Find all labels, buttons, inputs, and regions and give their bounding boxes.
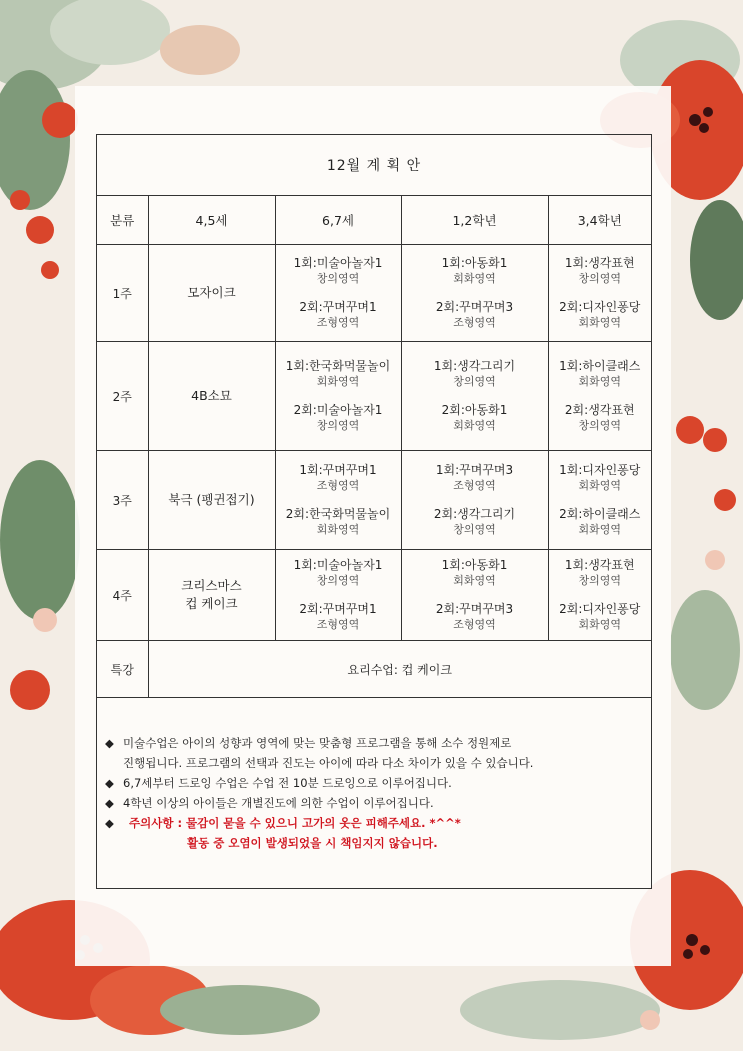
session-name: 2회:꾸며꾸며3 <box>435 300 514 314</box>
warning-text-1: 주의사항 : 물감이 묻을 수 있으니 고가의 옷은 피해주세요. *^^* <box>129 816 461 830</box>
session-area: 창의영역 <box>578 574 621 587</box>
spacer <box>549 389 652 403</box>
bullet-icon: ◆ <box>105 816 114 830</box>
session-name: 1회:꾸며꾸며1 <box>299 463 377 477</box>
session-name: 2회:생각그리기 <box>433 507 516 521</box>
note-1 <box>105 733 645 753</box>
session-area: 회화영역 <box>578 479 621 492</box>
session-area: 조형영역 <box>453 316 496 329</box>
header-age-6-7: 6,7세 <box>275 196 401 245</box>
session-name: 2회:꾸며꾸며1 <box>299 602 377 616</box>
special-label: 특강 <box>97 641 148 698</box>
spacer <box>276 493 401 507</box>
cell-grade-3-4 <box>548 342 651 451</box>
spacer <box>549 493 652 507</box>
bullet-icon: ◆ <box>105 776 114 790</box>
cell-grade-1-2 <box>401 550 548 641</box>
age-4-5-activity <box>148 342 275 451</box>
session-area: 회화영역 <box>578 375 621 388</box>
activity-name: 크리스마스 <box>181 578 242 593</box>
plan-frame <box>96 134 652 889</box>
week-row <box>97 342 651 451</box>
cell-grade-3-4 <box>548 451 651 550</box>
session-name: 1회:하이클래스 <box>559 359 641 373</box>
session-name: 2회:한국화먹물놀이 <box>285 507 391 521</box>
age-4-5-activity <box>148 245 275 342</box>
session-area: 조형영역 <box>316 316 360 329</box>
week-row <box>97 245 651 342</box>
cell-age-6-7 <box>275 342 401 451</box>
session-area: 창의영역 <box>578 272 621 285</box>
page-title: 12월 계 획 안 <box>97 135 651 196</box>
session-area: 조형영역 <box>316 618 360 631</box>
session-area: 회화영역 <box>453 574 496 587</box>
session-name: 2회:꾸며꾸며1 <box>299 300 377 314</box>
week-label: 2주 <box>97 342 148 451</box>
special-text: 요리수업: 컵 케이크 <box>148 641 651 698</box>
session-area: 창의영역 <box>453 375 496 388</box>
note-3 <box>105 793 645 813</box>
activity-name: 컵 케이크 <box>185 596 238 611</box>
cell-grade-3-4 <box>548 245 651 342</box>
cell-grade-1-2 <box>401 342 548 451</box>
session-name: 1회:아동화1 <box>441 256 508 270</box>
session-name: 1회:생각표현 <box>564 256 635 270</box>
session-name: 1회:생각그리기 <box>433 359 516 373</box>
header-category: 분류 <box>97 196 148 245</box>
bullet-icon: ◆ <box>105 796 114 810</box>
week-row <box>97 550 651 641</box>
session-name: 2회:생각표현 <box>564 403 635 417</box>
activity-name: 북극 (펭귄접기) <box>168 492 255 507</box>
session-name: 1회:미술아놀자1 <box>293 256 383 270</box>
session-name: 1회:미술아놀자1 <box>293 558 383 572</box>
session-name: 2회:디자인퐁당 <box>559 602 641 616</box>
spacer <box>402 588 548 602</box>
session-area: 회화영역 <box>578 523 621 536</box>
session-name: 1회:생각표현 <box>564 558 635 572</box>
spacer <box>402 286 548 300</box>
spacer <box>402 389 548 403</box>
session-area: 조형영역 <box>453 479 496 492</box>
session-area: 조형영역 <box>316 479 360 492</box>
spacer <box>276 389 401 403</box>
activity-name: 모자이크 <box>187 285 236 300</box>
note-1-line-1: 미술수업은 아이의 성향과 영역에 맞는 맞춤형 프로그램을 통해 소수 정원제로 <box>123 736 512 750</box>
header-age-4-5: 4,5세 <box>148 196 275 245</box>
cell-age-6-7 <box>275 245 401 342</box>
session-area: 회화영역 <box>578 618 621 631</box>
session-area: 조형영역 <box>453 618 496 631</box>
cell-age-6-7 <box>275 451 401 550</box>
spacer <box>276 286 401 300</box>
session-area: 창의영역 <box>316 419 360 432</box>
spacer <box>549 286 652 300</box>
note-warning <box>105 813 645 833</box>
session-area: 회화영역 <box>453 272 496 285</box>
session-area: 창의영역 <box>453 523 496 536</box>
session-name: 2회:아동화1 <box>441 403 508 417</box>
cell-grade-1-2 <box>401 245 548 342</box>
session-name: 2회:디자인퐁당 <box>559 300 641 314</box>
session-area: 회화영역 <box>453 419 496 432</box>
note-2 <box>105 773 645 793</box>
session-name: 1회:디자인퐁당 <box>559 463 641 477</box>
session-name: 2회:하이클래스 <box>559 507 641 521</box>
cell-grade-1-2 <box>401 451 548 550</box>
session-area: 회화영역 <box>578 316 621 329</box>
spacer <box>276 588 401 602</box>
session-area: 창의영역 <box>316 574 360 587</box>
session-area: 창의영역 <box>316 272 360 285</box>
session-area: 회화영역 <box>316 523 360 536</box>
spacer <box>549 588 652 602</box>
header-grade-3-4: 3,4학년 <box>548 196 651 245</box>
spacer <box>402 493 548 507</box>
cell-grade-3-4 <box>548 550 651 641</box>
week-label: 3주 <box>97 451 148 550</box>
cell-age-6-7 <box>275 550 401 641</box>
age-4-5-activity <box>148 451 275 550</box>
session-name: 1회:한국화먹물놀이 <box>285 359 391 373</box>
note-1-line-2: 진행됩니다. 프로그램의 선택과 진도는 아이에 따라 다소 차이가 있을 수 있습니다. <box>123 756 534 770</box>
week-row <box>97 451 651 550</box>
special-row <box>97 641 651 698</box>
header-grade-1-2: 1,2학년 <box>401 196 548 245</box>
session-area: 창의영역 <box>578 419 621 432</box>
session-name: 1회:꾸며꾸며3 <box>435 463 514 477</box>
activity-name: 4B소묘 <box>191 388 232 403</box>
age-4-5-activity <box>148 550 275 641</box>
bullet-icon: ◆ <box>105 736 114 750</box>
note-3-text: 4학년 이상의 아이들은 개별진도에 의한 수업이 이루어집니다. <box>123 796 434 810</box>
notes <box>105 733 645 853</box>
note-2-text: 6,7세부터 드로잉 수업은 수업 전 10분 드로잉으로 이루어집니다. <box>123 776 452 790</box>
week-label: 1주 <box>97 245 148 342</box>
session-name: 2회:꾸며꾸며3 <box>435 602 514 616</box>
session-area: 회화영역 <box>316 375 360 388</box>
session-name: 1회:아동화1 <box>441 558 508 572</box>
week-label: 4주 <box>97 550 148 641</box>
warning-text-2: 활동 중 오염이 발생되었을 시 책임지지 않습니다. <box>187 836 438 850</box>
plan-table <box>97 196 651 698</box>
header-row <box>97 196 651 245</box>
session-name: 2회:미술아놀자1 <box>293 403 383 417</box>
